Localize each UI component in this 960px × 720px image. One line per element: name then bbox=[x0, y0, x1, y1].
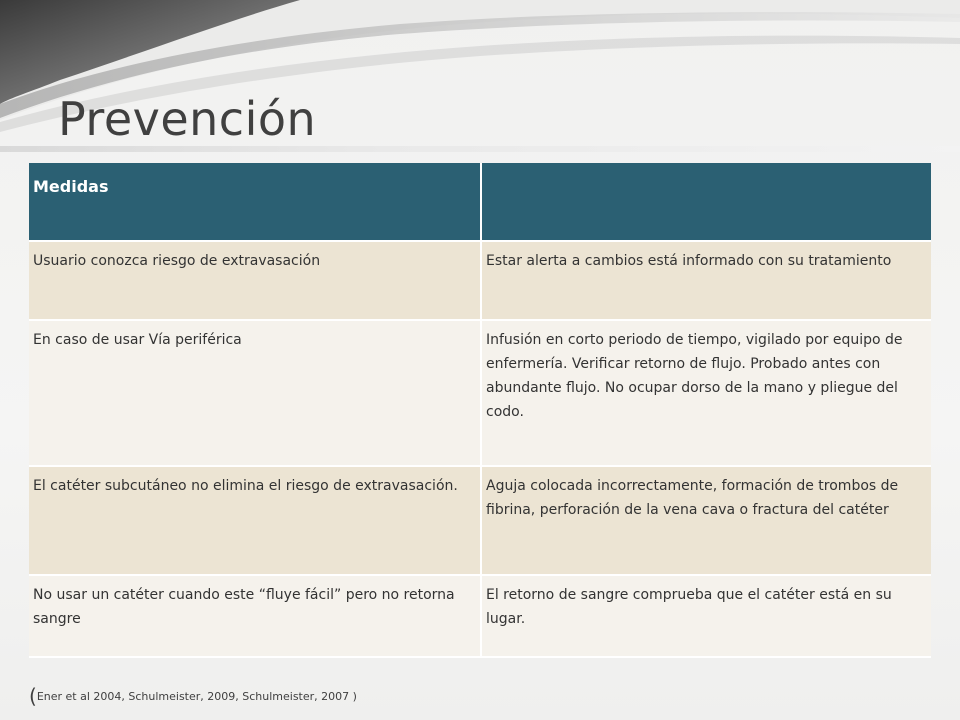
detail-cell: Estar alerta a cambios está informado con su tratamiento bbox=[482, 242, 931, 321]
header-measures: Medidas bbox=[29, 163, 482, 242]
header-detail bbox=[482, 163, 931, 242]
title-divider bbox=[0, 146, 960, 152]
table-row bbox=[29, 576, 931, 658]
slide-title: Prevención bbox=[58, 92, 317, 146]
table-row bbox=[29, 467, 931, 576]
measure-cell: No usar un catéter cuando este “fluye fácil” pero no retorna sangre bbox=[29, 576, 482, 658]
citation-text: Ener et al 2004, Schulmeister, 2009, Schulmeister, 2007 ) bbox=[36, 690, 357, 703]
citation bbox=[29, 684, 357, 708]
table-row bbox=[29, 242, 931, 321]
table-row bbox=[29, 321, 931, 467]
detail-cell: Aguja colocada incorrectamente, formación de trombos de fibrina, perforación de la vena cava o fractura del catéter bbox=[482, 467, 931, 576]
measure-cell: En caso de usar Vía periférica bbox=[29, 321, 482, 467]
citation-open-paren: ( bbox=[29, 684, 37, 708]
measure-cell: El catéter subcutáneo no elimina el riesgo de extravasación. bbox=[29, 467, 482, 576]
detail-cell: Infusión en corto periodo de tiempo, vigilado por equipo de enfermería. Verificar retorno de flujo. Probado antes con abundante flujo. No ocupar dorso de la mano y pliegue del codo. bbox=[482, 321, 931, 467]
prevention-table bbox=[29, 163, 931, 658]
measure-cell: Usuario conozca riesgo de extravasación bbox=[29, 242, 482, 321]
detail-cell: El retorno de sangre comprueba que el catéter está en su lugar. bbox=[482, 576, 931, 658]
table-header-row bbox=[29, 163, 931, 242]
